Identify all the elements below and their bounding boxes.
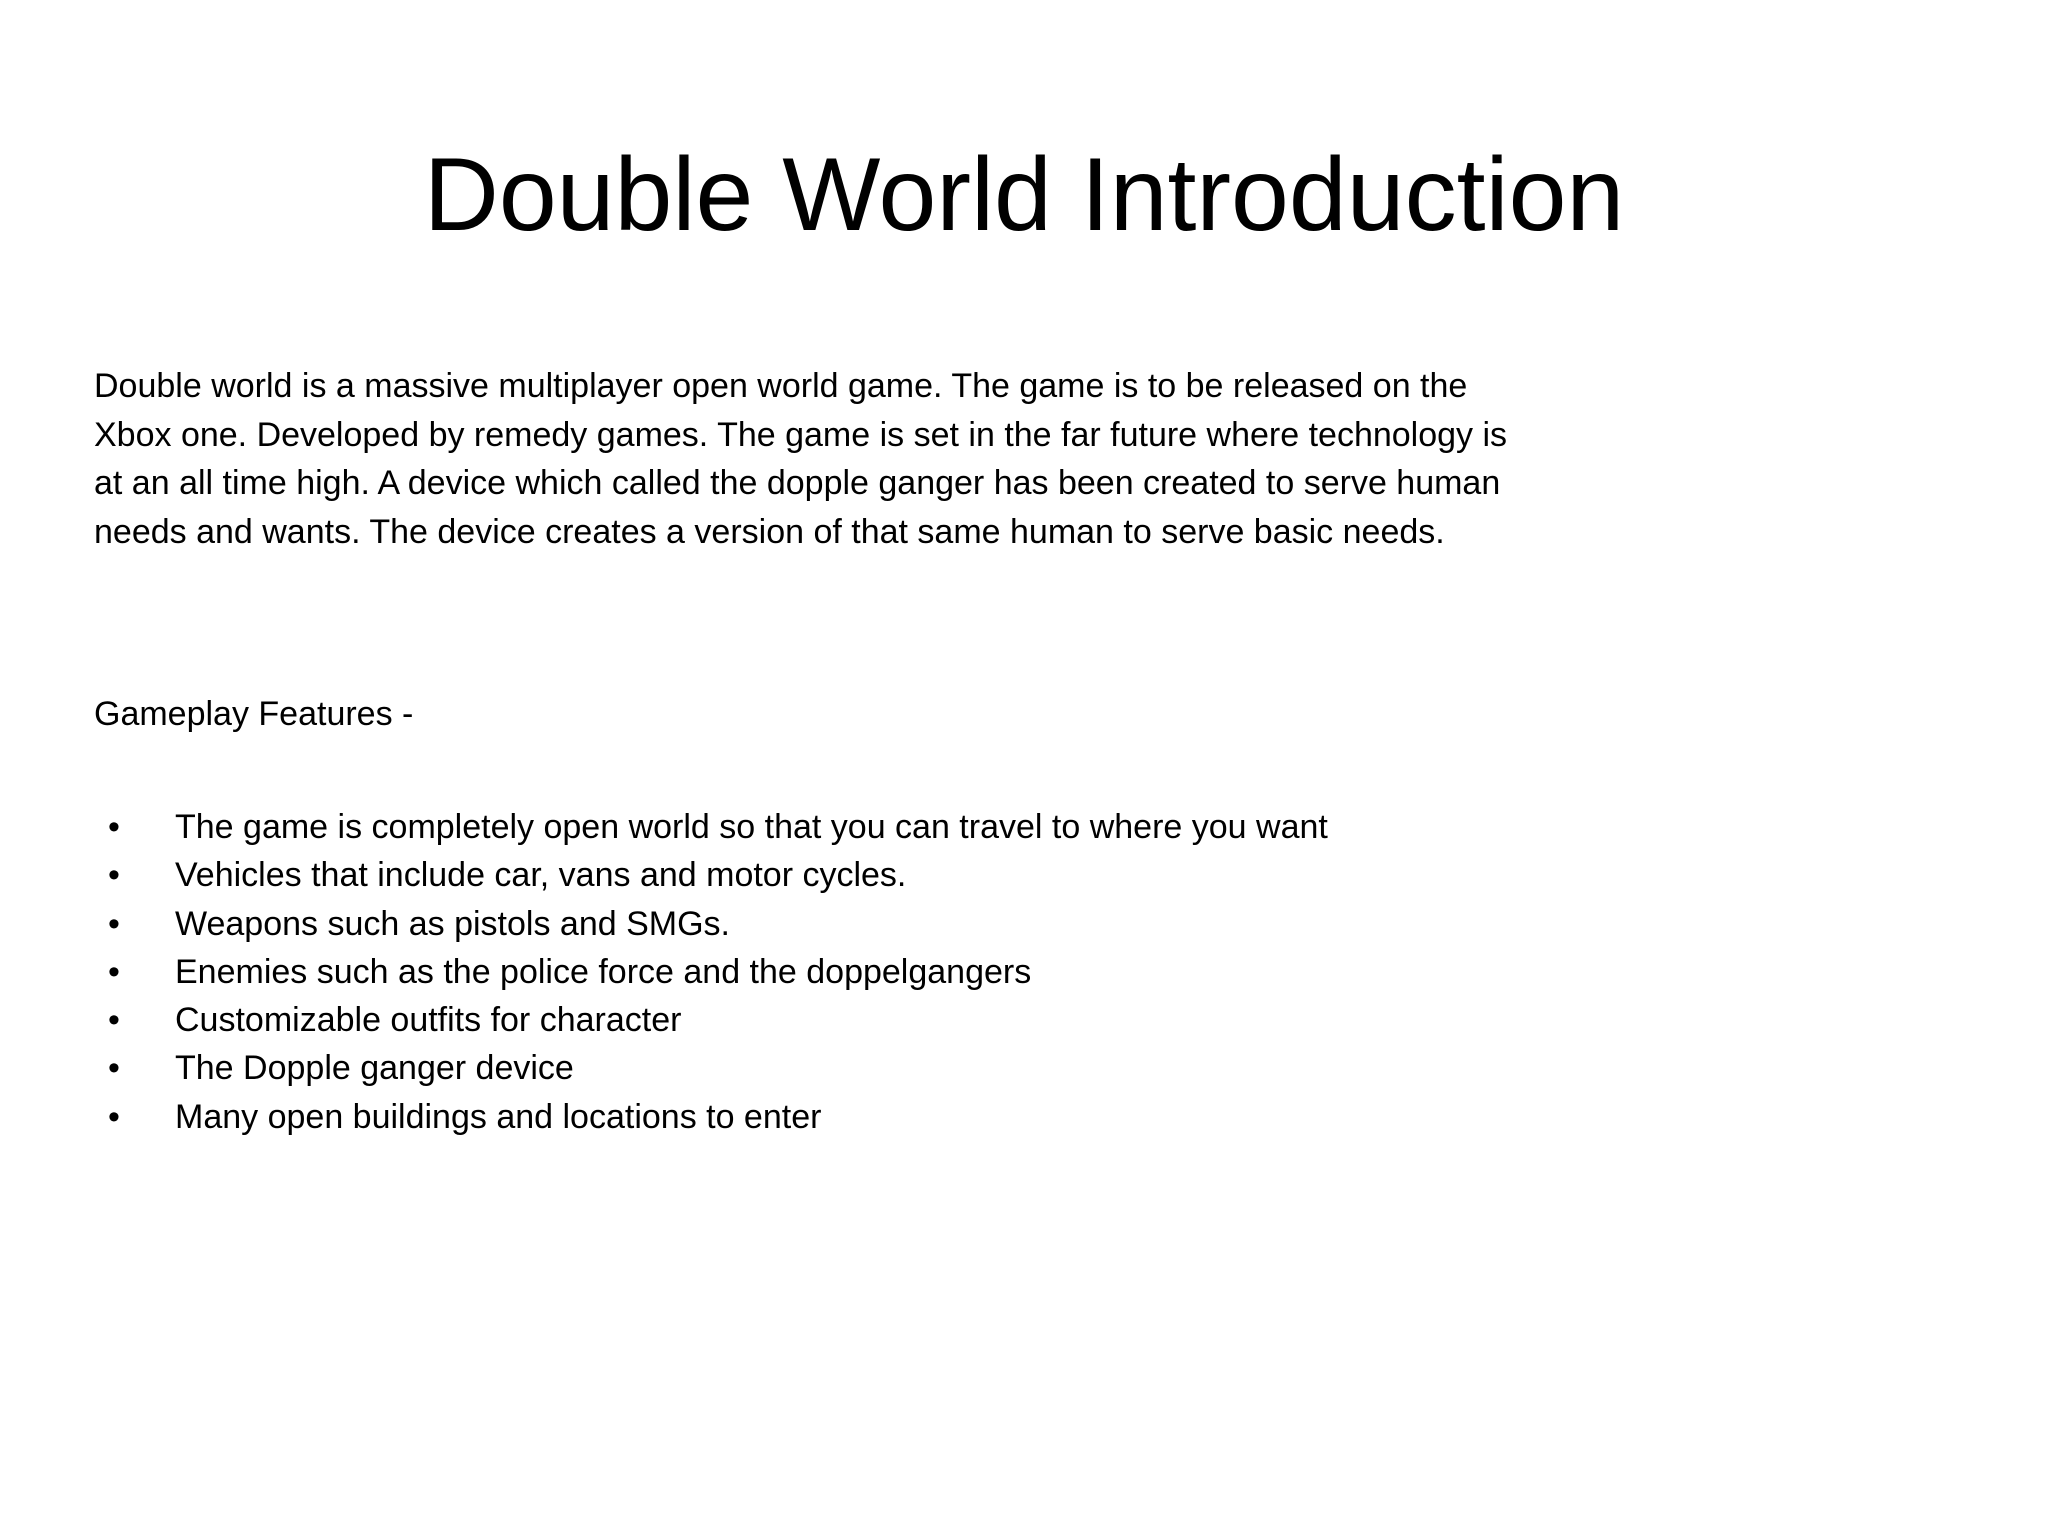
bullet-icon: • — [108, 1049, 120, 1088]
feature-text: Enemies such as the police force and the doppelgangers — [175, 952, 1032, 991]
bullet-icon: • — [108, 1001, 120, 1040]
intro-line: Xbox one. Developed by remedy games. The game is set in the far future where technology is — [94, 415, 1508, 454]
bullet-icon: • — [108, 952, 120, 991]
intro-line: Double world is a massive multiplayer open world game. The game is to be released on the — [94, 367, 1468, 405]
bullet-icon: • — [108, 856, 120, 895]
feature-item — [0, 851, 2048, 899]
feature-item — [0, 948, 2048, 996]
intro-paragraph — [94, 362, 1694, 556]
feature-text: The Dopple ganger device — [175, 1049, 574, 1088]
feature-item — [0, 996, 2048, 1044]
intro-line: needs and wants. The device creates a version of that same human to serve basic needs. — [94, 512, 1445, 551]
feature-text: Vehicles that include car, vans and motor cycles. — [175, 856, 907, 895]
bullet-icon: • — [108, 1097, 120, 1136]
feature-text: The game is completely open world so that you can travel to where you want — [175, 808, 1328, 846]
bullet-icon: • — [108, 808, 120, 846]
intro-line: at an all time high. A device which called the dopple ganger has been created to serve human — [94, 464, 1501, 502]
feature-text: Many open buildings and locations to enter — [175, 1097, 822, 1136]
feature-item — [0, 803, 2048, 851]
feature-item — [0, 1093, 2048, 1141]
feature-list — [0, 803, 2048, 1141]
bullet-icon: • — [108, 904, 120, 943]
features-heading: Gameplay Features - — [94, 695, 414, 733]
feature-item — [0, 1044, 2048, 1092]
feature-text: Customizable outfits for character — [175, 1001, 682, 1040]
slide-title: Double World Introduction — [423, 137, 1625, 253]
feature-text: Weapons such as pistols and SMGs. — [175, 904, 730, 943]
feature-item — [0, 900, 2048, 948]
